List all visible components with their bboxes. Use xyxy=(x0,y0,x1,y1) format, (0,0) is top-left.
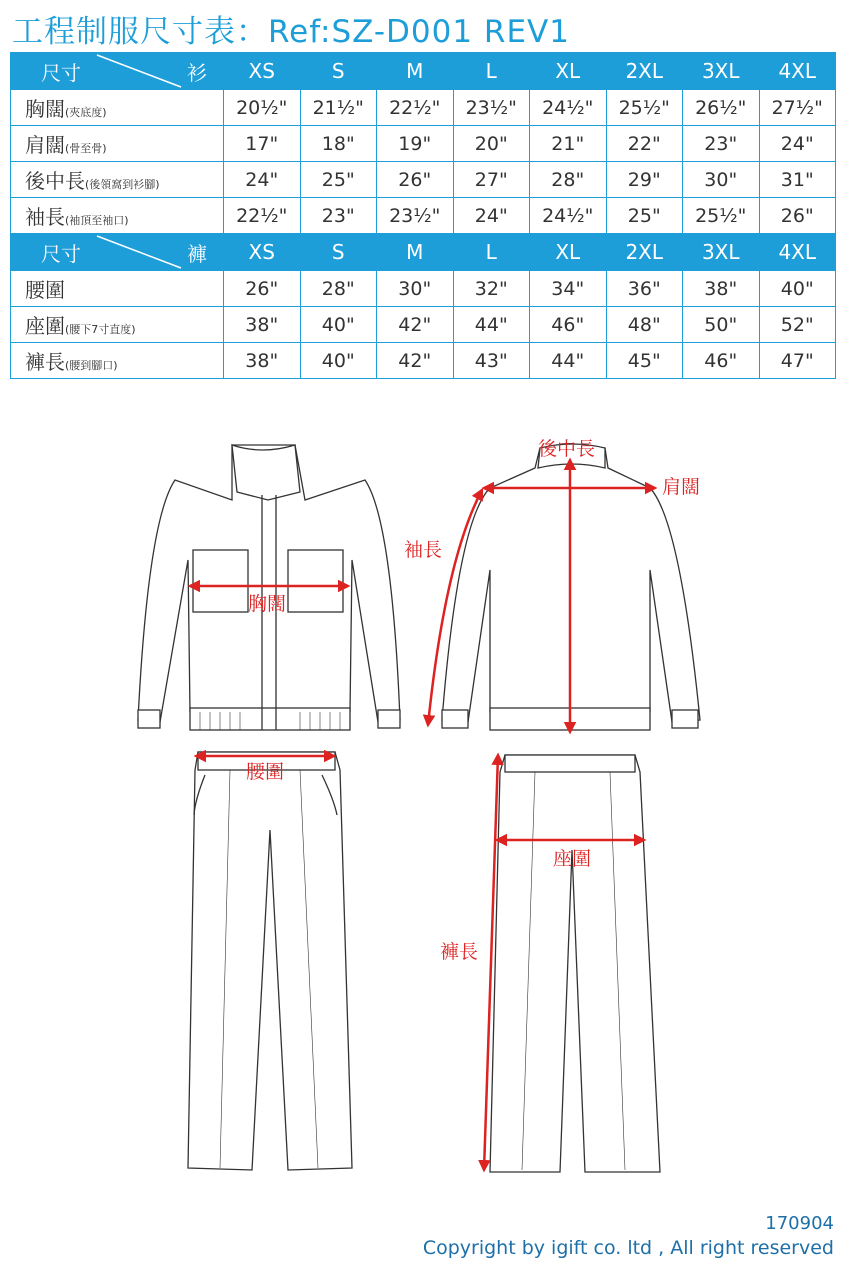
measurement-note: (腰下7寸直度) xyxy=(65,323,136,336)
garment-diagram xyxy=(0,400,850,1200)
size-header-xl: XL xyxy=(530,53,607,90)
table-row xyxy=(11,198,836,234)
pants_table-header-row xyxy=(11,234,836,271)
shoulder-label: 肩闊 xyxy=(662,476,701,498)
seat-label: 座圍 xyxy=(553,848,592,870)
measurement-value: 25" xyxy=(300,162,377,198)
measurement-value: 47" xyxy=(759,343,836,379)
measurement-value: 25½" xyxy=(606,90,683,126)
measurement-value: 24" xyxy=(759,126,836,162)
measurement-value: 27" xyxy=(453,162,530,198)
measurement-label xyxy=(11,271,224,307)
measurement-value: 40" xyxy=(300,307,377,343)
measurement-value: 24½" xyxy=(530,90,607,126)
measurement-value: 28" xyxy=(530,162,607,198)
measurement-value: 38" xyxy=(683,271,760,307)
header-garment-label: 褲 xyxy=(187,242,207,266)
copyright-text: Copyright by igift co. ltd , All right reserved xyxy=(422,1237,834,1259)
page-title: 工程制服尺寸表：Ref:SZ-D001 REV1 xyxy=(12,14,570,50)
measurement-value: 44" xyxy=(453,307,530,343)
measurement-value: 25½" xyxy=(683,198,760,234)
header-size-label: 尺寸 xyxy=(41,61,81,85)
measurement-value: 17" xyxy=(224,126,301,162)
size-header-s: S xyxy=(300,53,377,90)
measurement-name: 胸闊 xyxy=(25,97,65,121)
waist-label: 腰圍 xyxy=(246,761,285,783)
measurement-value: 21½" xyxy=(300,90,377,126)
measurement-value: 44" xyxy=(530,343,607,379)
size-header-xs: XS xyxy=(224,53,301,90)
measurement-value: 30" xyxy=(377,271,454,307)
measurement-label xyxy=(11,126,224,162)
size-header-m: M xyxy=(377,53,454,90)
measurement-value: 29" xyxy=(606,162,683,198)
back-length-label: 後中長 xyxy=(538,438,596,460)
measurement-label xyxy=(11,343,224,379)
size-header-s: S xyxy=(300,234,377,271)
measurement-name: 褲長 xyxy=(25,350,65,374)
measurement-value: 45" xyxy=(606,343,683,379)
measurement-value: 23½" xyxy=(377,198,454,234)
table-row xyxy=(11,271,836,307)
measurement-value: 50" xyxy=(683,307,760,343)
document-code: 170904 xyxy=(765,1213,834,1234)
size-header-3xl: 3XL xyxy=(683,234,760,271)
table-row xyxy=(11,162,836,198)
measurement-value: 20½" xyxy=(224,90,301,126)
measurement-value: 46" xyxy=(683,343,760,379)
table-row xyxy=(11,90,836,126)
measurement-value: 40" xyxy=(759,271,836,307)
measurement-note: (後領窩到衫腳) xyxy=(85,178,160,191)
measurement-value: 27½" xyxy=(759,90,836,126)
measurement-value: 22½" xyxy=(377,90,454,126)
size-header-xs: XS xyxy=(224,234,301,271)
measurement-value: 36" xyxy=(606,271,683,307)
sleeve-label: 袖長 xyxy=(404,539,443,561)
pants-length-label: 褲長 xyxy=(440,941,479,963)
measurement-value: 42" xyxy=(377,343,454,379)
measurement-value: 22½" xyxy=(224,198,301,234)
measurement-note: (腰到腳口) xyxy=(65,359,118,372)
measurement-name: 肩闊 xyxy=(25,133,65,157)
table-row xyxy=(11,307,836,343)
pants-front-drawing xyxy=(188,752,352,1170)
measurement-note: (骨至骨) xyxy=(65,142,107,155)
measurement-name: 腰圍 xyxy=(25,278,65,302)
measurement-name: 座圍 xyxy=(25,314,65,338)
shirt_table-header-cell xyxy=(11,53,224,90)
measurement-value: 38" xyxy=(224,343,301,379)
chest-label: 胸闊 xyxy=(248,593,287,615)
header-garment-label: 衫 xyxy=(187,61,207,85)
pants-back-drawing xyxy=(490,755,660,1172)
measurement-value: 24" xyxy=(453,198,530,234)
measurement-note: (袖頂至袖口) xyxy=(65,214,129,227)
size-header-3xl: 3XL xyxy=(683,53,760,90)
measurement-value: 34" xyxy=(530,271,607,307)
measurement-value: 25" xyxy=(606,198,683,234)
measurement-value: 38" xyxy=(224,307,301,343)
measurement-value: 30" xyxy=(683,162,760,198)
measurement-value: 32" xyxy=(453,271,530,307)
measurement-value: 26½" xyxy=(683,90,760,126)
jacket-front-drawing xyxy=(138,445,400,730)
measurement-value: 20" xyxy=(453,126,530,162)
table-row xyxy=(11,126,836,162)
measurement-value: 23½" xyxy=(453,90,530,126)
measurement-name: 後中長 xyxy=(25,169,85,193)
measurement-value: 18" xyxy=(300,126,377,162)
header-size-label: 尺寸 xyxy=(41,242,81,266)
measurement-note: (夾底度) xyxy=(65,106,107,119)
size-header-2xl: 2XL xyxy=(606,53,683,90)
size-header-l: L xyxy=(453,53,530,90)
measurement-value: 26" xyxy=(377,162,454,198)
measurement-value: 19" xyxy=(377,126,454,162)
pants_table-header-cell xyxy=(11,234,224,271)
measurement-name: 袖長 xyxy=(25,205,65,229)
size-chart-table xyxy=(10,52,836,379)
measurement-value: 40" xyxy=(300,343,377,379)
size-header-l: L xyxy=(453,234,530,271)
size-header-4xl: 4XL xyxy=(759,234,836,271)
measurement-value: 21" xyxy=(530,126,607,162)
measurement-value: 26" xyxy=(224,271,301,307)
measurement-value: 31" xyxy=(759,162,836,198)
size-header-xl: XL xyxy=(530,234,607,271)
measurement-value: 26" xyxy=(759,198,836,234)
measurement-value: 28" xyxy=(300,271,377,307)
measurement-value: 42" xyxy=(377,307,454,343)
measurement-label xyxy=(11,198,224,234)
measurement-label xyxy=(11,162,224,198)
measurement-value: 22" xyxy=(606,126,683,162)
measurement-label xyxy=(11,90,224,126)
measurement-value: 23" xyxy=(300,198,377,234)
shirt_table-header-row xyxy=(11,53,836,90)
measurement-value: 48" xyxy=(606,307,683,343)
table-row xyxy=(11,343,836,379)
measurement-value: 52" xyxy=(759,307,836,343)
size-header-2xl: 2XL xyxy=(606,234,683,271)
measurement-value: 24" xyxy=(224,162,301,198)
size-header-m: M xyxy=(377,234,454,271)
measurement-value: 43" xyxy=(453,343,530,379)
size-header-4xl: 4XL xyxy=(759,53,836,90)
measurement-label xyxy=(11,307,224,343)
measurement-value: 23" xyxy=(683,126,760,162)
measurement-value: 24½" xyxy=(530,198,607,234)
measurement-value: 46" xyxy=(530,307,607,343)
